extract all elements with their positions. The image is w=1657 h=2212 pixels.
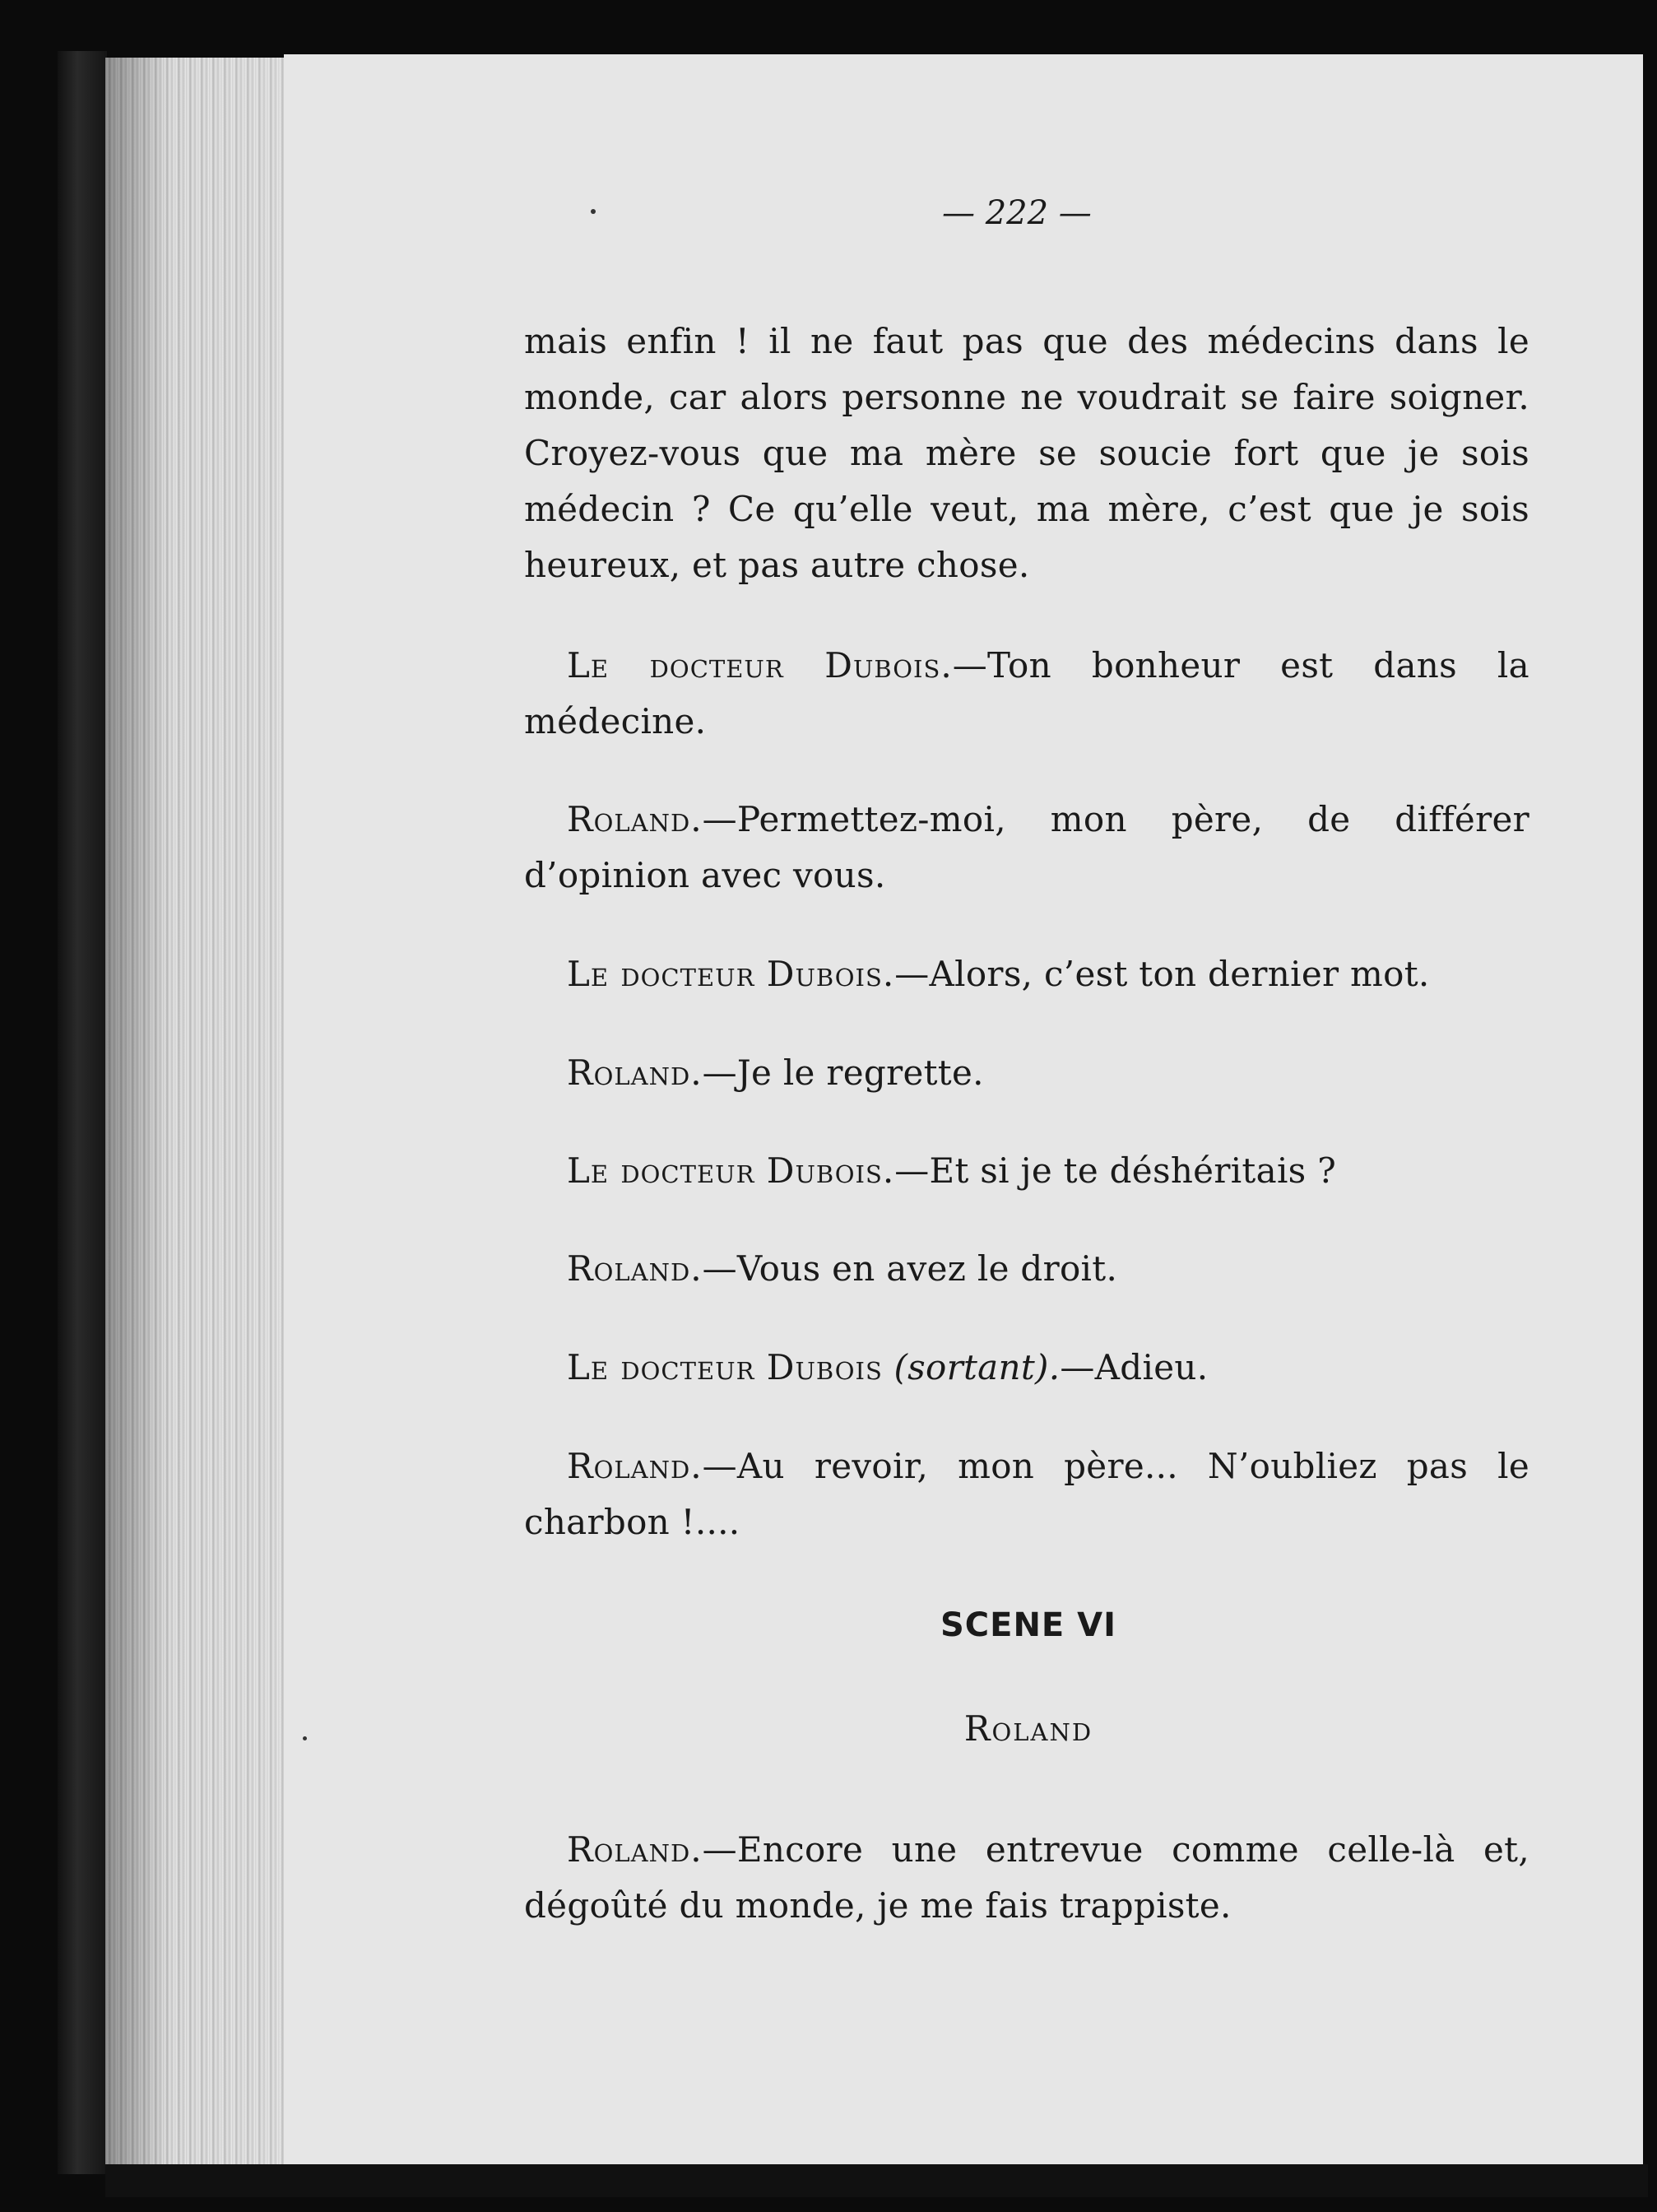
dialogue-line — [524, 1438, 1529, 1550]
dialogue-text: —Alors, c’est ton dernier mot. — [894, 954, 1430, 994]
speaker-name: Roland. — [567, 1248, 703, 1289]
speaker-name: Le docteur Dubois. — [567, 954, 895, 994]
dialogue-line — [524, 1822, 1529, 1934]
paragraph-continuation — [524, 314, 1529, 593]
dialogue-text: —Vous en avez le droit. — [702, 1248, 1118, 1289]
speaker-name: Roland. — [567, 1829, 703, 1870]
speck-mark — [303, 1736, 307, 1740]
dialogue-line — [524, 792, 1529, 904]
dialogue-text: —Ton bonheur est dans la médecine. — [524, 645, 1529, 741]
book-spine — [58, 51, 107, 2174]
speaker-name: Roland. — [567, 1446, 703, 1486]
dialogue-line — [524, 1143, 1529, 1199]
speaker-name: Le docteur Dubois. — [567, 645, 953, 685]
dialogue-line — [524, 946, 1529, 1002]
speaker-name: Roland. — [567, 1053, 703, 1093]
dialogue-line — [524, 1340, 1529, 1396]
paragraph-text: mais enfin ! il ne faut pas que des médecins dans le monde, car alors personne ne voudrait se faire soigner. Croyez-vous que ma mère se soucie fort que je sois médecin ? Ce qu’elle veut, ma mère, c’est que je sois heureux, et pas autre chose. — [524, 321, 1529, 585]
scene-heading: SCENE VI — [940, 1606, 1117, 1644]
dialogue-text: —Permettez-moi, mon père, de différer d’opinion avec vous. — [524, 799, 1529, 895]
dialogue-line — [524, 1241, 1529, 1297]
speck-mark — [591, 209, 596, 214]
speaker-name: Le docteur Dubois. — [567, 1150, 895, 1191]
dialogue-text: —Encore une entrevue comme celle-là et, dégoûté du monde, je me fais trappiste. — [524, 1829, 1529, 1926]
bottom-shadow — [105, 2164, 1648, 2197]
stage-direction: (sortant). — [893, 1347, 1061, 1387]
page-edges-stack — [105, 58, 288, 2164]
dialogue-line — [524, 1045, 1529, 1101]
dialogue-text: —Et si je te déshéritais ? — [894, 1150, 1337, 1191]
scene-character-list: Roland — [963, 1708, 1093, 1749]
dialogue-line — [524, 638, 1529, 750]
dialogue-text: —Au revoir, mon père... N’oubliez pas le charbon !.... — [524, 1446, 1529, 1542]
dialogue-text: —Je le regrette. — [702, 1053, 984, 1093]
speaker-name: Roland. — [567, 799, 703, 839]
dialogue-text: —Adieu. — [1060, 1347, 1209, 1387]
page-number: — 222 — — [942, 194, 1092, 232]
speaker-name: Le docteur Dubois — [567, 1347, 883, 1387]
